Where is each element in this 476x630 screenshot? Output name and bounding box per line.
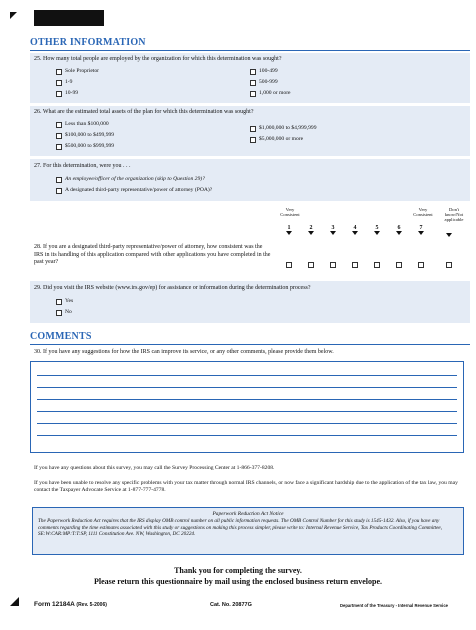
question-29-text: 29. Did you visit the IRS website (www.irs.gov/ep) for assistance or information during the determination process? xyxy=(34,285,311,291)
checkbox[interactable] xyxy=(56,299,62,305)
down-arrow-icon xyxy=(330,231,336,235)
paperwork-notice-box xyxy=(32,507,464,555)
comment-line xyxy=(37,387,457,388)
scale-number: 2 xyxy=(309,225,313,231)
option-less-than-100k[interactable]: Less than $100,000 xyxy=(56,121,114,128)
paperwork-body: The Paperwork Reduction Act requires that the IRS display OMB control number on all public information requests. The OMB Control Number for this study is 1545-1432. Also, if you have any comments regarding the time estimates associated with this study or suggestions on making this process simpler, please write to: Internal Revenue Service, Tax Products Coordinating Committee, SE:W:CAR:MP:T:T:SP, 1111 Constitution Ave. NW, Washington, DC 20224. xyxy=(38,518,442,538)
checkbox[interactable] xyxy=(56,177,62,183)
checkbox[interactable] xyxy=(250,69,256,75)
question-25-text: 25. How many total people are employed by the organization for which this determination was sought? xyxy=(34,56,282,62)
question-26-box xyxy=(30,106,470,156)
option-500-999[interactable]: 500-999 xyxy=(250,79,291,86)
question-29-box xyxy=(30,281,470,323)
option-yes[interactable]: Yes xyxy=(56,298,73,305)
section-title-other-info: OTHER INFORMATION xyxy=(30,37,146,48)
checkbox[interactable] xyxy=(56,188,62,194)
contact-paragraph-1: If you have any questions about this survey, you may call the Survey Processing Center at 1-866-377-8208. xyxy=(34,465,275,471)
scale-number: 6 xyxy=(397,225,401,231)
option-third-party[interactable]: A designated third-party representative/power of attorney (POA)? xyxy=(56,187,212,194)
down-arrow-icon xyxy=(418,231,424,235)
question-25-box xyxy=(30,53,470,103)
scale-number: 3 xyxy=(331,225,335,231)
option-1m-4.9m[interactable]: $1,000,000 to $4,999,999 xyxy=(250,125,317,132)
checkbox[interactable] xyxy=(56,144,62,150)
comment-line xyxy=(37,423,457,424)
down-arrow-icon xyxy=(446,233,452,237)
section-title-comments: COMMENTS xyxy=(30,331,92,342)
checkbox[interactable] xyxy=(308,262,314,268)
checkbox[interactable] xyxy=(250,126,256,132)
closing-thanks: Thank you for completing the survey. xyxy=(174,566,302,575)
footer-form-number: Form 12184A (Rev. 5-2006) xyxy=(34,601,107,608)
footer-department: Department of the Treasury - Internal Revenue Service xyxy=(340,603,448,608)
question-28-text: 28. If you are a designated third-party representative/power of attorney, how consistent was the IRS in its handling of this application compared with other applications you have completed in the past year? xyxy=(34,244,271,265)
down-arrow-icon xyxy=(374,231,380,235)
checkbox[interactable] xyxy=(330,262,336,268)
registration-mark-bottom xyxy=(10,597,19,606)
option-10-99[interactable]: 10-99 xyxy=(56,90,99,97)
checkbox[interactable] xyxy=(56,69,62,75)
scale-numbers xyxy=(282,225,462,241)
registration-mark-top xyxy=(10,12,17,19)
option-employee[interactable]: An employee/officer of the organization (skip to Question 29)? xyxy=(56,176,212,183)
checkbox[interactable] xyxy=(250,91,256,97)
down-arrow-icon xyxy=(308,231,314,235)
checkbox[interactable] xyxy=(250,80,256,86)
checkbox[interactable] xyxy=(56,122,62,128)
question-26-text: 26. What are the estimated total assets of the plan for which this determination was sought? xyxy=(34,109,254,115)
comments-box[interactable] xyxy=(30,361,464,453)
option-1000-or-more[interactable]: 1,000 or more xyxy=(250,90,291,97)
checkbox[interactable] xyxy=(286,262,292,268)
checkbox[interactable] xyxy=(418,262,424,268)
footer-cat-number: Cat. No. 20877G xyxy=(210,602,252,608)
checkbox[interactable] xyxy=(396,262,402,268)
comment-line xyxy=(37,411,457,412)
down-arrow-icon xyxy=(286,231,292,235)
scale-number: 5 xyxy=(375,225,379,231)
checkbox[interactable] xyxy=(56,91,62,97)
option-sole-proprietor[interactable]: Sole Proprietor xyxy=(56,68,99,75)
scale-number: 1 xyxy=(287,225,291,231)
checkbox[interactable] xyxy=(56,80,62,86)
comment-line xyxy=(37,435,457,436)
question-28-checkboxes xyxy=(282,262,462,270)
scale-label-left: Very Consistent xyxy=(280,207,300,217)
comment-line xyxy=(37,399,457,400)
scale-label-na: Don't know/Not applicable xyxy=(444,207,464,222)
down-arrow-icon xyxy=(396,231,402,235)
question-27-box xyxy=(30,159,470,201)
comment-line xyxy=(37,375,457,376)
option-no[interactable]: No xyxy=(56,309,73,316)
checkbox[interactable] xyxy=(374,262,380,268)
option-100-499[interactable]: 100-499 xyxy=(250,68,291,75)
checkbox[interactable] xyxy=(352,262,358,268)
closing-return: Please return this questionnaire by mail using the enclosed business return envelope. xyxy=(93,577,383,586)
section-rule xyxy=(30,50,470,51)
question-30-text: 30. If you have any suggestions for how the IRS can improve its service, or any other comments, please provide them below. xyxy=(34,349,334,355)
question-27-text: 27. For this determination, were you . . . xyxy=(34,163,131,169)
option-1-9[interactable]: 1-9 xyxy=(56,79,99,86)
redaction-bar xyxy=(34,10,104,26)
scale-number: 7 xyxy=(419,225,423,231)
contact-paragraph-2: If you have been unable to resolve any specific problems with your tax matter through normal IRS channels, or now face a significant hardship due to the application of the tax law, you may contact the Taxpayer Advocate Service at 1-877-777-4778. xyxy=(34,480,458,493)
checkbox[interactable] xyxy=(56,133,62,139)
checkbox[interactable] xyxy=(250,137,256,143)
option-5m-or-more[interactable]: $5,000,000 or more xyxy=(250,136,317,143)
paperwork-title: Paperwork Reduction Act Notice xyxy=(212,511,284,517)
checkbox[interactable] xyxy=(446,262,452,268)
down-arrow-icon xyxy=(352,231,358,235)
checkbox[interactable] xyxy=(56,310,62,316)
option-100k-499k[interactable]: $100,000 to $499,999 xyxy=(56,132,114,139)
scale-number: 4 xyxy=(353,225,357,231)
scale-label-right: Very Consistent xyxy=(413,207,433,217)
option-500k-999k[interactable]: $500,000 to $999,999 xyxy=(56,143,114,150)
section-rule xyxy=(30,344,470,345)
